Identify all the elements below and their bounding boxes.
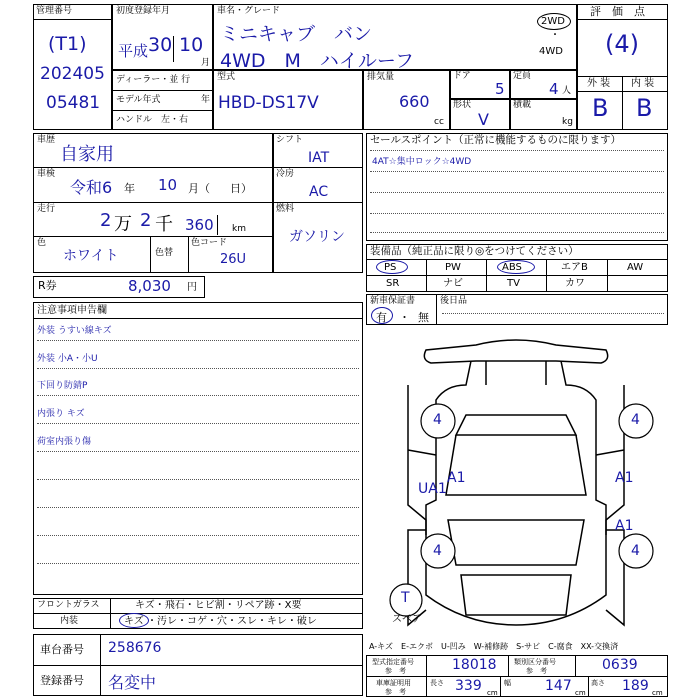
- inspection-era: 令和6: [70, 178, 113, 197]
- mark-left-door: A1: [447, 470, 466, 486]
- warranty-no: 無: [418, 311, 429, 324]
- color-value: ホワイト: [63, 248, 119, 264]
- fuel-value: ガソリン: [289, 229, 345, 245]
- mgmt-line3: 05481: [46, 93, 101, 113]
- tire-fr: 4: [631, 412, 640, 428]
- rating-ext: B: [592, 94, 609, 122]
- rating-score: (4): [605, 30, 639, 58]
- warranty-yes: 有: [376, 311, 387, 324]
- class-no: 0639: [602, 657, 638, 673]
- spare-label: スペア: [392, 614, 422, 625]
- mgmt-line1: (T1): [48, 33, 87, 55]
- height-value: 189: [622, 678, 649, 694]
- note-item: 外装 小A・小U: [37, 354, 98, 364]
- recycle-value: 8,030: [128, 277, 171, 295]
- name-line1: ミニキャブ バン: [220, 23, 373, 45]
- mgmt-line2: 202405: [40, 64, 105, 84]
- drive-4wd: 4WD: [539, 46, 563, 57]
- capacity-value: 4: [549, 80, 559, 98]
- reg-month-unit: 月: [201, 58, 211, 68]
- mark-left-rocker: UA1: [418, 481, 447, 497]
- name-line2: 4WD M ハイルーフ: [220, 50, 414, 72]
- regno-value: 名変中: [108, 673, 157, 692]
- equip-aw: AW: [627, 262, 644, 273]
- abs-circle: [497, 260, 535, 274]
- displacement-value: 660: [399, 92, 430, 111]
- history-value: 自家用: [60, 144, 114, 165]
- shift-value: IAT: [308, 150, 330, 166]
- color-code: 26U: [220, 252, 247, 267]
- type-no: 18018: [452, 657, 497, 673]
- rating-label: 評 価 点: [590, 5, 645, 18]
- tire-rr: 4: [631, 543, 640, 559]
- mileage-sen: 2: [140, 210, 152, 231]
- mgmt-label: 管理番号: [36, 6, 73, 16]
- name-label: 車名・グレード: [217, 6, 281, 16]
- reg-month: 10: [179, 34, 204, 56]
- equip-airbag: エアB: [561, 262, 588, 273]
- reg-label: 初度登録年月: [116, 6, 171, 16]
- legend: A-キズ E-エクボ U-凹み W-補修跡 S-サビ C-腐食 XX-交換済: [369, 642, 619, 651]
- tire-fl: 4: [433, 412, 442, 428]
- note-item: 荷室内張り傷: [37, 437, 92, 447]
- interior-marked: キズ: [124, 616, 144, 627]
- spare-mark: T: [401, 590, 410, 606]
- model-value: HBD-DS17V: [218, 93, 319, 113]
- equip-pw: PW: [445, 262, 461, 273]
- equip-ps: PS: [384, 262, 397, 273]
- chassis-value: 258676: [108, 640, 162, 656]
- mileage-man: 2: [100, 210, 112, 231]
- note-item: 内張り キズ: [37, 409, 85, 419]
- mileage-rest: 360: [185, 216, 214, 234]
- ps-circle: [376, 260, 408, 274]
- equip-abs: ABS: [502, 262, 522, 273]
- mark-right-door: A1: [615, 470, 634, 486]
- sales-text: 4AT☆集中ロック☆4WD: [372, 157, 472, 167]
- inspection-month: 10: [158, 176, 178, 194]
- shape-value: V: [478, 110, 489, 129]
- doors-value: 5: [495, 80, 505, 98]
- mark-right-rear: A1: [615, 518, 634, 534]
- tire-rl: 4: [433, 543, 442, 559]
- rating-int: B: [636, 94, 653, 122]
- note-item: 外装 うすい線キズ: [37, 326, 112, 336]
- width-value: 147: [545, 678, 572, 694]
- note-item: 下回り防錆P: [37, 381, 88, 391]
- reg-era: 平成: [118, 42, 149, 60]
- reg-year: 30: [148, 34, 173, 56]
- length-value: 339: [455, 678, 482, 694]
- aircon-value: AC: [309, 184, 329, 200]
